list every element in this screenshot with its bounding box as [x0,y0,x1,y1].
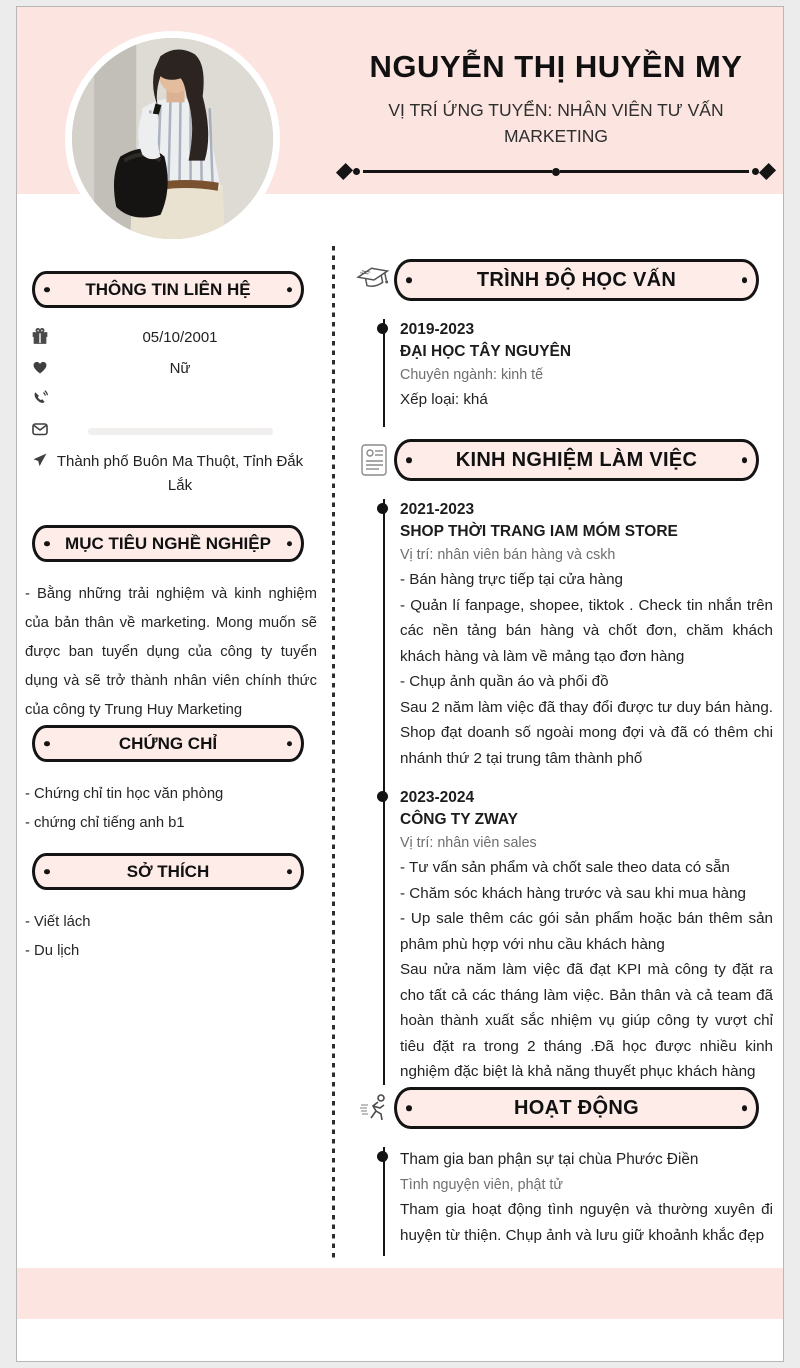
experience-section [354,439,773,1085]
birthday-value: 05/10/2001 [142,329,218,346]
running-icon [354,1091,394,1125]
contact-row-email [17,418,319,449]
job-duty: - Up sale thêm các gói sản phẩm hoặc bán thêm sản phâm phù hợp với nhu cầu khách hàng [400,910,773,953]
experience-section-title: KINH NGHIỆM LÀM VIỆC [394,439,759,481]
dot-icon [752,168,759,175]
activities-timeline [383,1147,773,1256]
mail-icon [31,418,51,443]
activity-role: Tình nguyện viên, phật tử [400,1177,563,1193]
job-summary: Sau nửa năm làm việc đã đạt KPI mà công ty đặt ra cho tất cả các tháng làm việc. Bản thân và cả team đã hoàn thành xuất sắc nhiệm vụ giúp công ty vượt chỉ tiêu đặt ra trong 2 tháng .Đã học được nhiều kinh nghiệm đặc biệt là khả năng thuyết phục khách hàng [400,961,773,1080]
resume-card-icon [354,442,394,478]
job-period: 2023-2024 [400,789,475,806]
address-value: Thành phố Buôn Ma Thuột, Tỉnh Đắk Lắk [56,453,304,494]
activities-header [354,1087,773,1129]
experience-timeline [383,499,773,1085]
education-school: ĐẠI HỌC TÂY NGUYÊN [400,343,572,360]
job-role: Vị trí: nhân viên bán hàng và cskh [400,547,616,563]
heart-icon [31,356,51,381]
dashed-column-divider [332,246,335,1258]
job-duty: - Bán hàng trực tiếp tại cửa hàng [400,571,623,588]
job-period: 2021-2023 [400,501,475,518]
education-period: 2019-2023 [400,321,475,338]
header-title-block [339,49,773,177]
education-header [354,259,773,301]
certificate-item: - Chứng chỉ tin học văn phòng [25,786,224,802]
education-entry [400,319,773,413]
education-timeline [383,319,773,427]
profile-photo-illustration [72,38,273,239]
activities-section [354,1087,773,1256]
gender-value: Nữ [169,360,191,377]
contact-row-birthday [17,325,319,356]
cv-page [16,6,784,1362]
phone-value [51,387,319,388]
objective-text: - Bằng những trải nghiệm và kinh nghiệm của bản thân về marketing. Mong muốn sẽ được ban tuyển dụng của công ty tuyển dụng và sẽ trở thành nhân viên chính thức của công ty Trung Huy Marketing [25,586,317,718]
profile-photo [65,31,280,246]
hobbies-section [17,853,319,966]
job-duty: - Chụp ảnh quần áo và phối đồ [400,673,609,690]
candidate-name: NGUYỄN THỊ HUYỀN MY [369,49,743,84]
contact-row-gender [17,356,319,387]
certificates-section-title: CHỨNG CHỈ [32,725,304,762]
job-org: CÔNG TY ZWAY [400,811,518,828]
education-section-title: TRÌNH ĐỘ HỌC VẤN [394,259,759,301]
education-major: Chuyên ngành: kinh tế [400,367,544,383]
experience-job [400,499,773,771]
job-duty: - Chăm sóc khách hàng trước và sau khi mua hàng [400,884,746,902]
experience-job [400,787,773,1085]
location-icon [31,449,51,474]
phone-icon [31,387,51,412]
certificates-section [17,725,319,838]
job-duty: - Quản lí fanpage, shopee, tiktok . Check tin nhắn trên các nền tảng bán hàng và chốt đơn, chăm khách khách hàng và làm về mảng tạo đơn hàng [400,596,773,665]
contact-section [17,271,319,498]
activities-section-title: HOẠT ĐỘNG [394,1087,759,1129]
graduation-cap-icon [354,264,394,296]
contact-row-phone [17,387,319,418]
activity-entry [400,1147,773,1248]
objective-section [17,525,319,725]
contact-section-title: THÔNG TIN LIÊN HỆ [32,271,304,308]
experience-header [354,439,773,481]
education-section [354,259,773,427]
activity-name: Tham gia ban phận sự tại chùa Phước Điền [400,1151,699,1168]
email-value [51,418,319,443]
contact-row-address [17,449,319,498]
job-summary: Sau 2 năm làm việc đã thay đổi được tư duy bán hàng. Shop đạt doanh số ngoài mong đợi và đã có thêm chi nhánh thứ 2 tại trung tâm thành phố [400,698,773,767]
dot-icon [552,168,560,176]
certificate-item: - chứng chỉ tiếng anh b1 [25,815,185,831]
dot-icon [353,168,360,175]
applied-position: VỊ TRÍ ỨNG TUYỂN: NHÂN VIÊN TƯ VẤN MARKETING [388,100,724,146]
education-grade: Xếp loại: khá [400,391,488,408]
activity-desc: Tham gia hoạt động tình nguyện và thường xuyên đi huyện từ thiện. Chụp ảnh và lưu giữ khoảnh khắc đẹp [400,1201,773,1244]
job-duty: - Tư vấn sản phẩm và chốt sale theo data có sẵn [400,859,730,876]
gift-icon [31,325,51,350]
job-org: SHOP THỜI TRANG IAM MÓM STORE [400,523,678,540]
redacted-email [88,428,273,435]
job-role: Vị trí: nhân viên sales [400,835,537,851]
objective-section-title: MỤC TIÊU NGHỀ NGHIỆP [32,525,304,562]
hobbies-section-title: SỞ THÍCH [32,853,304,890]
footer-band [17,1268,783,1319]
contact-rows [17,325,319,498]
decorative-divider [339,166,773,177]
hobby-item: - Du lịch [25,943,80,959]
hobby-item: - Viết lách [25,914,91,930]
